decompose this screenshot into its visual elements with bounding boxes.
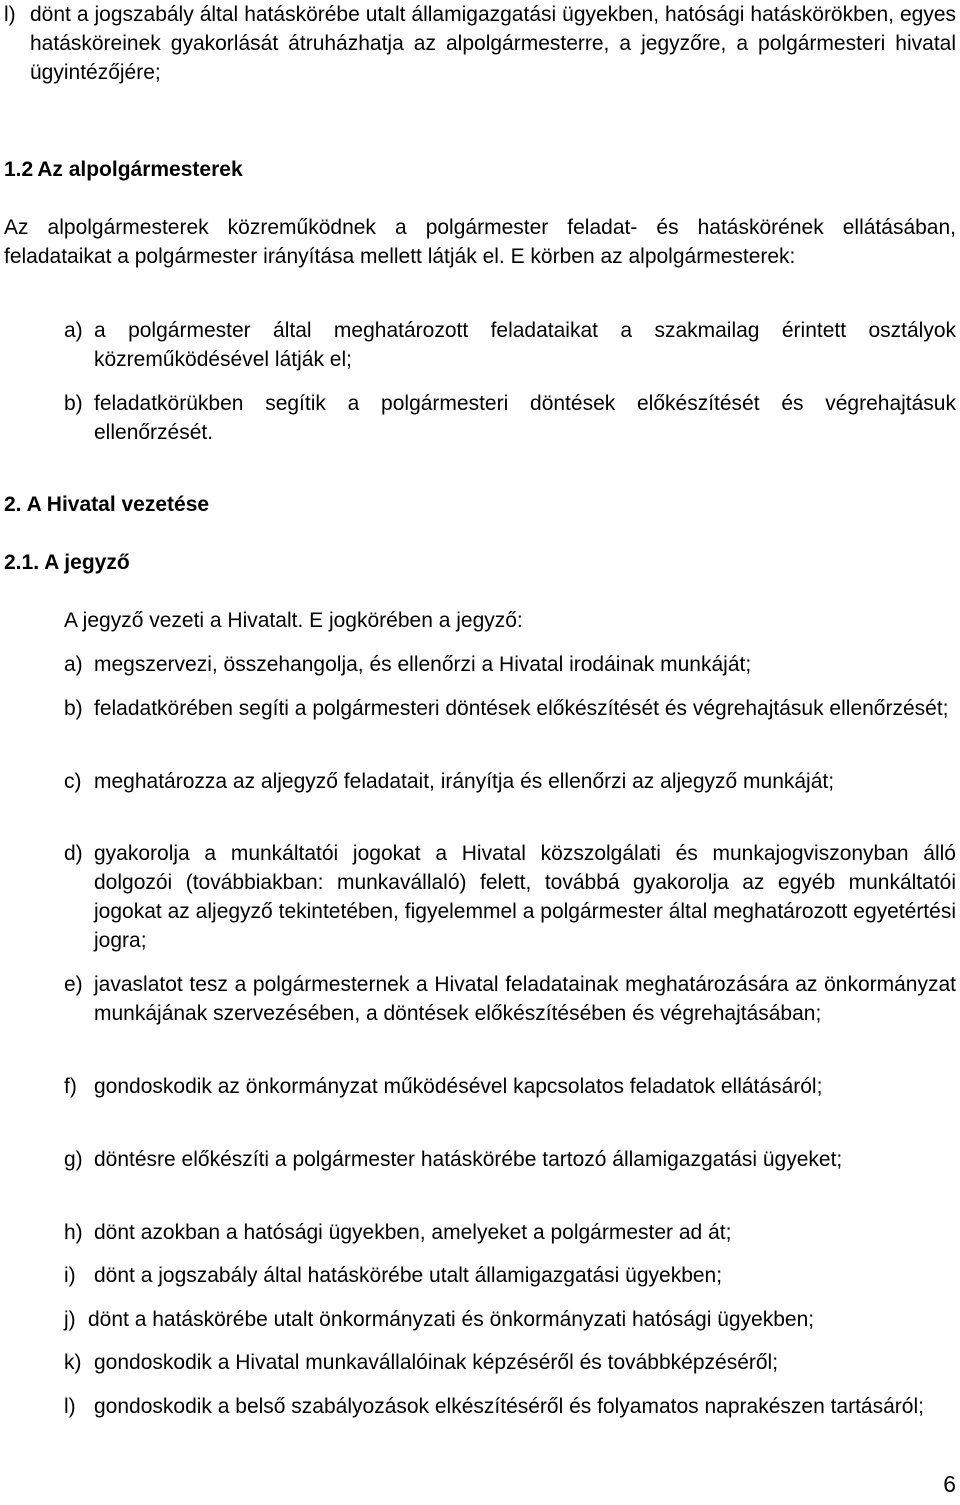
list-item-text: javaslatot tesz a polgármesternek a Hivatal feladatainak meghatározására az önkormányzat munkájának szervezésében, a döntések előkészítésében és végrehajtásában; xyxy=(94,973,956,1025)
list-item xyxy=(4,0,956,87)
list-item-text: dönt a hatáskörébe utalt önkormányzati és önkormányzati hatósági ügyekben; xyxy=(88,1308,815,1331)
list-item-text: dönt azokban a hatósági ügyekben, amelyeket a polgármester ad át; xyxy=(94,1221,732,1244)
list-item-label: e) xyxy=(64,973,83,996)
section-intro: A jegyző vezeti a Hivatalt. E jogkörében a jegyző: xyxy=(64,609,523,632)
list-item-text: döntésre előkészíti a polgármester hatáskörébe tartozó államigazgatási ügyeket; xyxy=(94,1148,843,1171)
list-item-text: gondoskodik a Hivatal munkavállalóinak képzéséről és továbbképzéséről; xyxy=(94,1351,779,1374)
list-item xyxy=(64,767,956,796)
list-item xyxy=(64,1145,956,1174)
list-item xyxy=(64,1072,956,1101)
list-item-label: b) xyxy=(64,697,83,720)
list-item-label: k) xyxy=(64,1351,82,1374)
list-item xyxy=(64,1218,956,1247)
list-item-text: gyakorolja a munkáltatói jogokat a Hivatal közszolgálati és munkajogviszonyban álló dolgozói (továbbiakban: munkavállaló) felett, továbbá gyakorolja az egyéb munkáltatói jogokat az aljegyző tekintetében, figyelemmel a polgármester által meghatározott egyetértési jogra; xyxy=(94,842,956,952)
list-item xyxy=(64,316,956,374)
list-item-label: a) xyxy=(64,319,83,342)
section-heading-2: 2. A Hivatal vezetése xyxy=(4,493,210,516)
list-item xyxy=(64,694,956,723)
section-title: Az alpolgármesterek xyxy=(37,158,243,181)
list-item-label: f) xyxy=(64,1075,77,1098)
list-item xyxy=(64,1305,956,1334)
list-item-label: l) xyxy=(64,1395,76,1418)
list-item-label: l) xyxy=(4,3,16,26)
page-number: 6 xyxy=(943,1471,956,1497)
list-item-text: megszervezi, összehangolja, és ellenőrzi a Hivatal irodáinak munkáját; xyxy=(94,653,752,676)
list-item-label: a) xyxy=(64,653,83,676)
list-item xyxy=(64,1392,956,1421)
list-item xyxy=(64,650,956,679)
list-item-text: feladatkörében segíti a polgármesteri döntések előkészítését és végrehajtásuk ellenőrzését; xyxy=(94,697,949,720)
list-item xyxy=(64,839,956,955)
list-item xyxy=(64,1348,956,1377)
list-item-label: d) xyxy=(64,842,83,865)
list-item-label: i) xyxy=(64,1264,76,1287)
section-heading-2-1: 2.1. A jegyző xyxy=(4,551,130,574)
list-item xyxy=(64,1261,956,1290)
list-item xyxy=(64,389,956,447)
list-item-text: feladatkörükben segítik a polgármesteri döntések előkészítését és végrehajtásuk ellenőrzését. xyxy=(94,392,956,444)
section-heading-1-2 xyxy=(4,155,243,184)
section-number: 1.2 xyxy=(4,158,34,181)
list-item-text: a polgármester által meghatározott feladataikat a szakmailag érintett osztályok közreműködésével látják el; xyxy=(94,319,956,371)
list-item-label: g) xyxy=(64,1148,83,1171)
list-item-text: gondoskodik a belső szabályozások elkészítéséről és folyamatos naprakészen tartásáról; xyxy=(94,1395,924,1418)
list-item-label: c) xyxy=(64,770,82,793)
list-item-text: meghatározza az aljegyző feladatait, irányítja és ellenőrzi az aljegyző munkáját; xyxy=(94,770,835,793)
list-item-text: dönt a jogszabály által hatáskörébe utalt államigazgatási ügyekben, hatósági hatáskörökben, egyes hatásköreinek gyakorlását átruházhatja az alpolgármesterre, a jegyzőre, a polgármesteri hivatal ügyintézőjére; xyxy=(30,3,956,84)
list-item-text: gondoskodik az önkormányzat működésével kapcsolatos feladatok ellátásáról; xyxy=(94,1075,823,1098)
list-item-label: j) xyxy=(64,1308,76,1331)
section-paragraph: Az alpolgármesterek közreműködnek a polgármester feladat- és hatáskörének ellátásában, feladataikat a polgármester irányítása mellett látják el. E körben az alpolgármesterek: xyxy=(4,216,956,268)
list-item xyxy=(64,970,956,1028)
list-item-label: b) xyxy=(64,392,83,415)
list-item-label: h) xyxy=(64,1221,83,1244)
list-item-text: dönt a jogszabály által hatáskörébe utalt államigazgatási ügyekben; xyxy=(94,1264,723,1287)
